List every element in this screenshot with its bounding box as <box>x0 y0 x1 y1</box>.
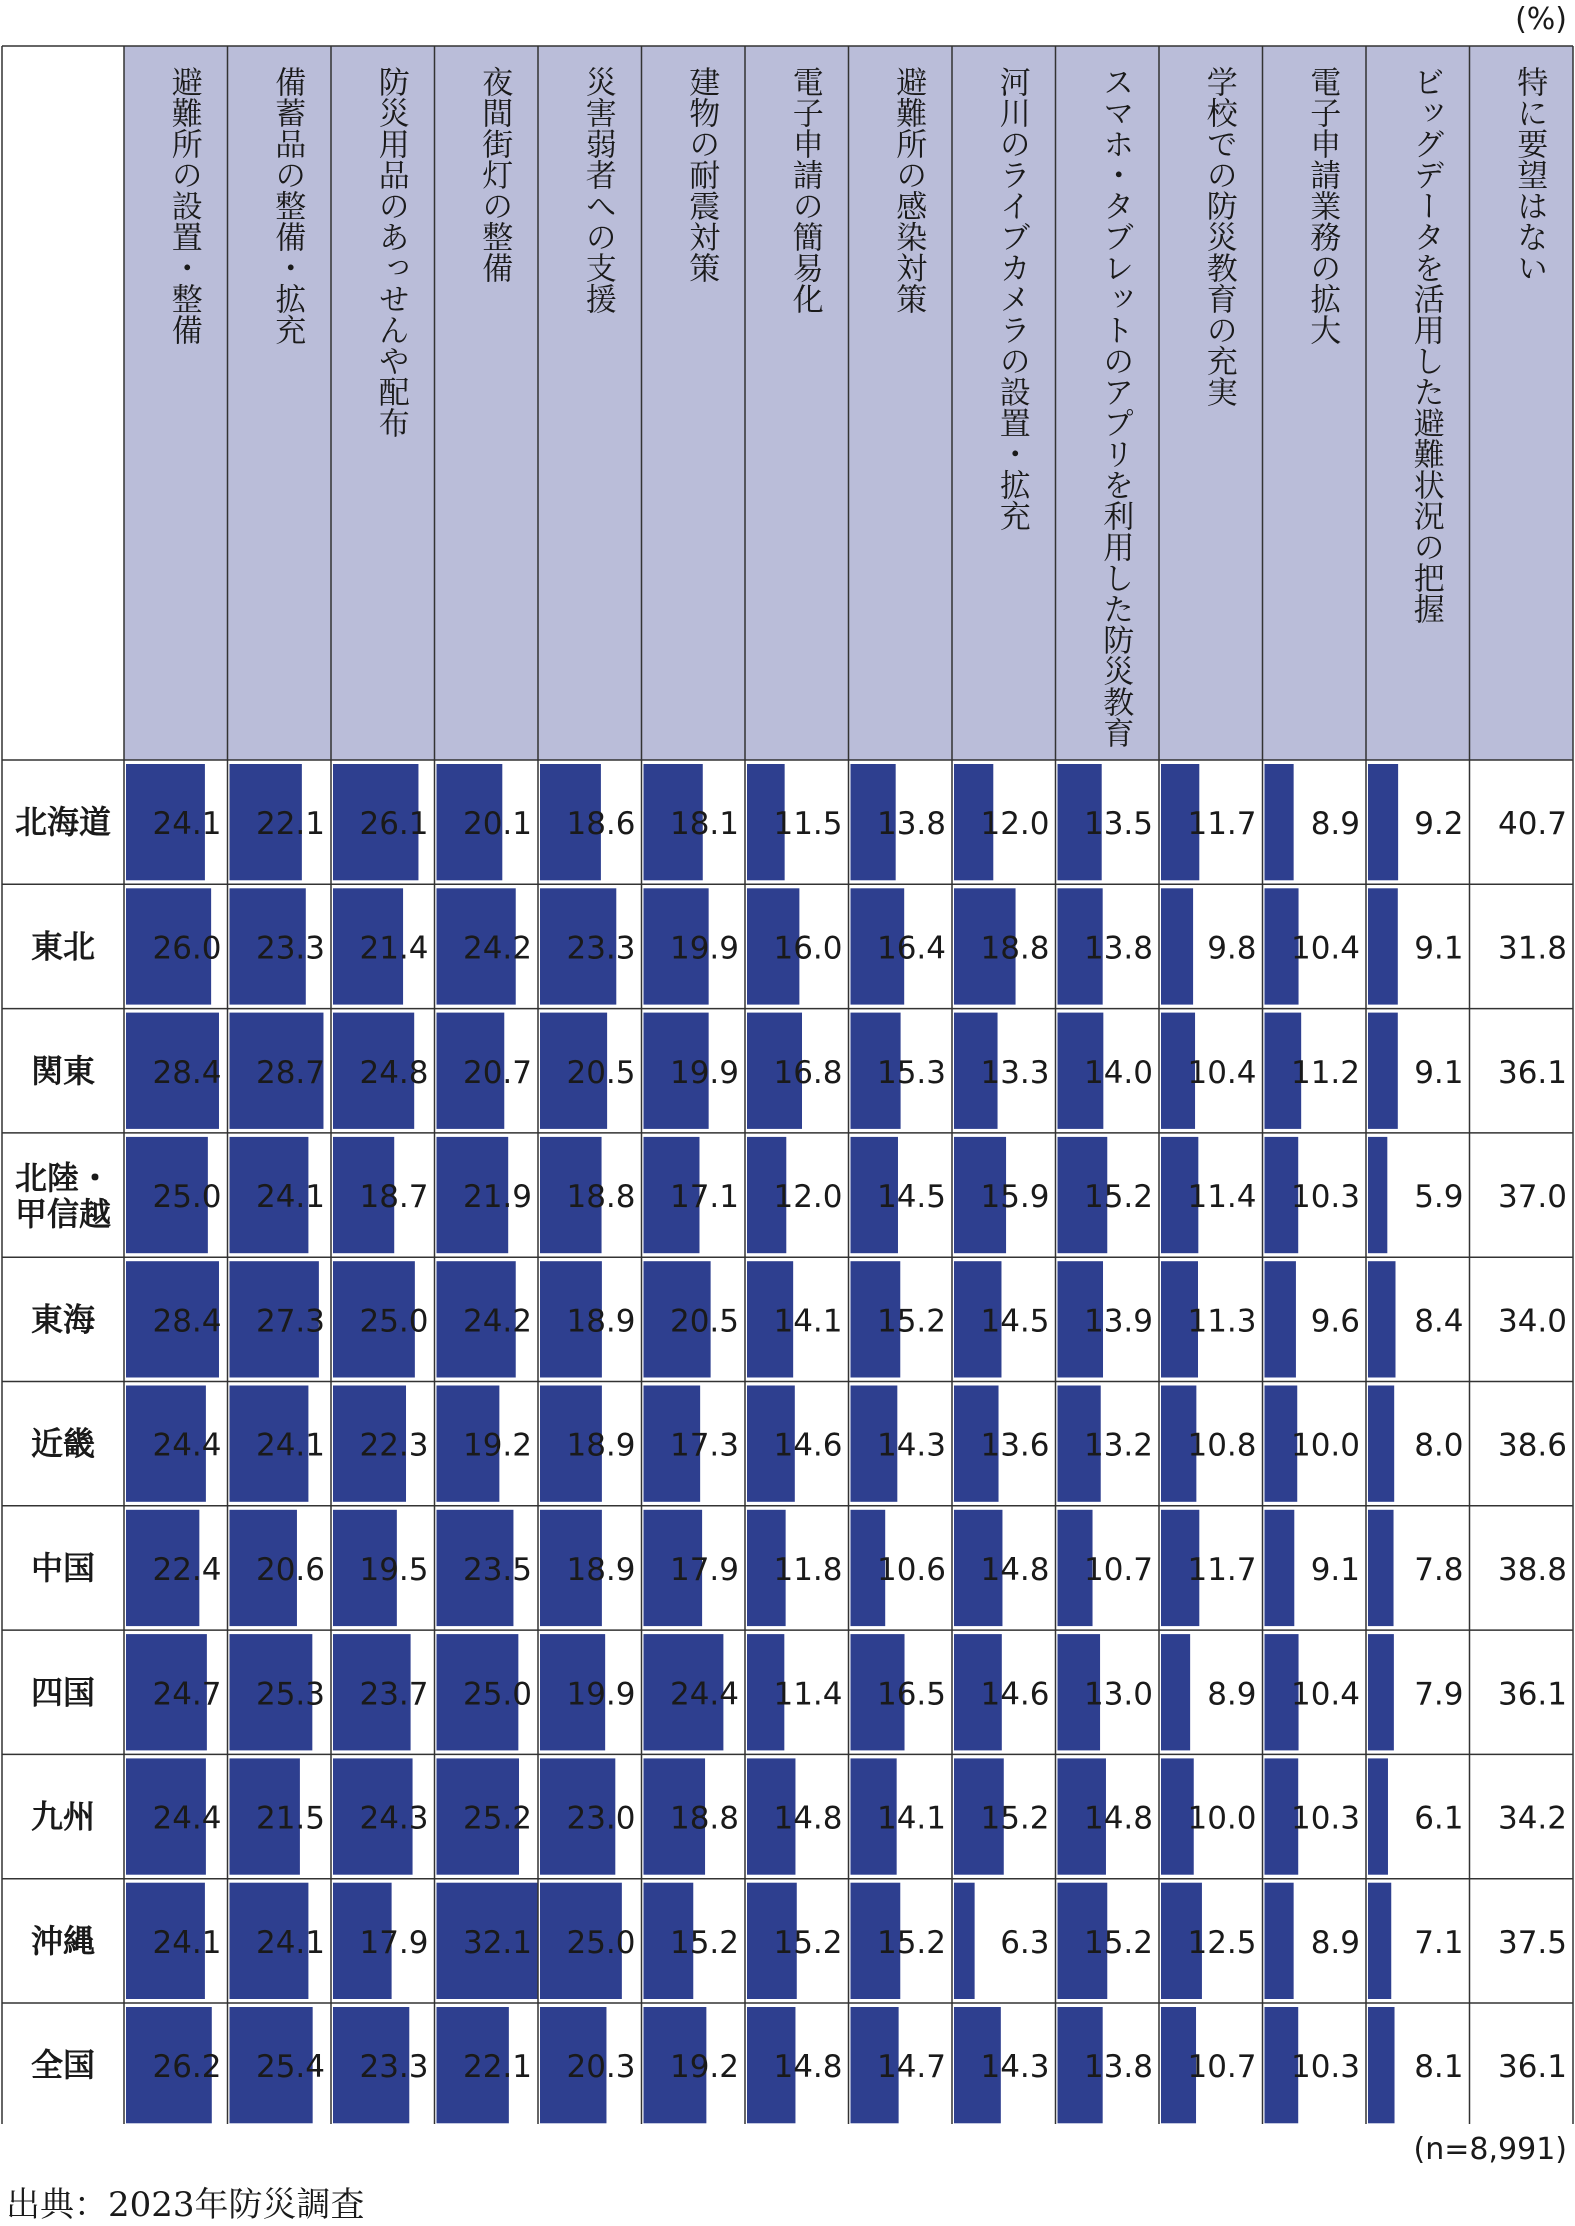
column-header: スマホ・タブレットのアプリを利用した防災教育 <box>1097 66 1134 748</box>
value-bar <box>1161 1634 1190 1750</box>
value-label: 15.2 <box>773 1924 843 1961</box>
value-bar <box>1368 1137 1387 1253</box>
value-label: 16.0 <box>773 930 843 967</box>
value-label: 21.5 <box>255 1800 325 1837</box>
value-label: 34.0 <box>1497 1303 1567 1340</box>
value-label: 15.2 <box>876 1303 946 1340</box>
value-bar <box>1368 2007 1395 2123</box>
value-label: 15.9 <box>980 1179 1050 1216</box>
table-row <box>31 1510 1567 1626</box>
value-label: 20.7 <box>462 1054 532 1091</box>
value-label: 18.9 <box>566 1551 636 1588</box>
value-label: 13.8 <box>1083 2049 1153 2086</box>
value-label: 14.5 <box>876 1179 946 1216</box>
value-label: 24.4 <box>152 1427 222 1464</box>
value-label: 14.6 <box>980 1676 1050 1713</box>
value-bar <box>1265 1883 1294 1999</box>
value-label: 24.4 <box>669 1676 739 1713</box>
value-label: 26.0 <box>152 930 222 967</box>
value-label: 8.1 <box>1414 2049 1464 2086</box>
value-bar <box>1368 764 1398 880</box>
value-label: 26.2 <box>152 2049 222 2086</box>
value-label: 14.7 <box>876 2049 946 2086</box>
value-label: 22.3 <box>359 1427 429 1464</box>
row-label: 北海道 <box>14 803 112 842</box>
value-label: 10.7 <box>1083 1551 1153 1588</box>
value-label: 20.1 <box>462 806 532 843</box>
value-label: 24.1 <box>255 1179 325 1216</box>
value-label: 25.0 <box>359 1303 429 1340</box>
sample-size-label: (n=8,991) <box>1413 2132 1567 2167</box>
value-label: 18.7 <box>359 1179 429 1216</box>
value-label: 12.5 <box>1187 1924 1257 1961</box>
column-header: 防災用品のあっせんや配布 <box>372 66 409 438</box>
column-header: 電子申請の簡易化 <box>786 66 823 314</box>
value-label: 19.9 <box>566 1676 636 1713</box>
value-label: 14.8 <box>1083 1800 1153 1837</box>
value-label: 16.4 <box>876 930 946 967</box>
value-label: 23.5 <box>462 1551 532 1588</box>
value-label: 36.1 <box>1497 1676 1567 1713</box>
value-label: 9.1 <box>1414 1054 1464 1091</box>
value-bar <box>1265 764 1294 880</box>
table-row <box>31 1013 1567 1129</box>
value-label: 23.3 <box>566 930 636 967</box>
table-row <box>31 1261 1567 1377</box>
value-label: 36.1 <box>1497 2049 1567 2086</box>
row-label: 近畿 <box>30 1424 96 1463</box>
value-label: 9.8 <box>1207 930 1257 967</box>
value-label: 23.3 <box>255 930 325 967</box>
value-label: 25.2 <box>462 1800 532 1837</box>
value-label: 10.4 <box>1187 1054 1257 1091</box>
value-label: 16.5 <box>876 1676 946 1713</box>
value-label: 14.0 <box>1083 1054 1153 1091</box>
value-label: 13.9 <box>1083 1303 1153 1340</box>
source-note: 出典：2023年防災調査 <box>6 2185 365 2225</box>
value-bar <box>1368 1883 1391 1999</box>
value-label: 31.8 <box>1497 930 1567 967</box>
value-label: 13.2 <box>1083 1427 1153 1464</box>
value-label: 15.2 <box>980 1800 1050 1837</box>
value-label: 13.8 <box>1083 930 1153 967</box>
value-label: 6.1 <box>1414 1800 1464 1837</box>
row-label: 東北 <box>30 927 96 966</box>
value-label: 13.5 <box>1083 806 1153 843</box>
value-label: 20.5 <box>566 1054 636 1091</box>
value-label: 37.5 <box>1497 1924 1567 1961</box>
value-label: 13.6 <box>980 1427 1050 1464</box>
value-label: 9.6 <box>1310 1303 1360 1340</box>
table-row <box>15 1137 1567 1253</box>
column-header: 災害弱者への支援 <box>579 66 616 314</box>
value-label: 19.9 <box>669 1054 739 1091</box>
row-label: 九州 <box>30 1797 96 1836</box>
value-bar <box>1368 1758 1388 1874</box>
value-label: 17.9 <box>359 1924 429 1961</box>
value-label: 10.8 <box>1187 1427 1257 1464</box>
value-label: 19.2 <box>669 2049 739 2086</box>
row-label: 東海 <box>30 1300 96 1339</box>
value-label: 7.9 <box>1414 1676 1464 1713</box>
value-label: 25.4 <box>255 2049 325 2086</box>
value-label: 15.3 <box>876 1054 946 1091</box>
value-label: 24.7 <box>152 1676 222 1713</box>
value-label: 28.4 <box>152 1054 222 1091</box>
value-label: 7.8 <box>1414 1551 1464 1588</box>
value-label: 22.1 <box>255 806 325 843</box>
column-header: 特に要望はない <box>1511 66 1548 283</box>
table-row <box>15 764 1567 880</box>
value-label: 8.9 <box>1310 1924 1360 1961</box>
value-label: 23.3 <box>359 2049 429 2086</box>
column-header: 電子申請業務の拡大 <box>1304 66 1341 345</box>
column-header: 河川のライブカメラの設置・拡充 <box>993 66 1030 531</box>
value-label: 24.1 <box>255 1427 325 1464</box>
value-label: 17.9 <box>669 1551 739 1588</box>
value-label: 10.3 <box>1290 1800 1360 1837</box>
column-header: 避難所の設置・整備 <box>165 66 202 345</box>
value-label: 15.2 <box>1083 1179 1153 1216</box>
value-label: 20.3 <box>566 2049 636 2086</box>
value-label: 11.2 <box>1290 1054 1360 1091</box>
column-header: 備蓄品の整備・拡充 <box>269 66 306 345</box>
value-label: 20.6 <box>255 1551 325 1588</box>
value-label: 24.1 <box>152 806 222 843</box>
value-label: 12.0 <box>980 806 1050 843</box>
value-label: 18.9 <box>566 1427 636 1464</box>
value-label: 13.8 <box>876 806 946 843</box>
table-row <box>31 1634 1567 1750</box>
value-label: 11.4 <box>773 1676 843 1713</box>
value-label: 14.5 <box>980 1303 1050 1340</box>
value-label: 17.1 <box>669 1179 739 1216</box>
value-label: 18.8 <box>669 1800 739 1837</box>
value-label: 14.1 <box>773 1303 843 1340</box>
value-label: 24.4 <box>152 1800 222 1837</box>
value-label: 10.4 <box>1290 930 1360 967</box>
value-label: 23.0 <box>566 1800 636 1837</box>
value-label: 24.8 <box>359 1054 429 1091</box>
value-label: 17.3 <box>669 1427 739 1464</box>
value-label: 23.7 <box>359 1676 429 1713</box>
value-label: 11.7 <box>1187 1551 1257 1588</box>
value-label: 13.3 <box>980 1054 1050 1091</box>
value-label: 9.1 <box>1310 1551 1360 1588</box>
value-label: 24.3 <box>359 1800 429 1837</box>
value-label: 14.8 <box>773 2049 843 2086</box>
value-label: 11.7 <box>1187 806 1257 843</box>
value-bar <box>1265 1510 1295 1626</box>
column-header: 夜間街灯の整備 <box>476 66 513 283</box>
value-label: 18.6 <box>566 806 636 843</box>
value-label: 8.4 <box>1414 1303 1464 1340</box>
value-label: 10.3 <box>1290 1179 1360 1216</box>
value-label: 19.5 <box>359 1551 429 1588</box>
value-bar <box>1368 888 1398 1004</box>
value-label: 24.2 <box>462 930 532 967</box>
table-row <box>31 1758 1567 1874</box>
table-row <box>31 1386 1567 1502</box>
value-label: 21.9 <box>462 1179 532 1216</box>
value-label: 25.0 <box>462 1676 532 1713</box>
value-label: 26.1 <box>359 806 429 843</box>
value-label: 14.8 <box>980 1551 1050 1588</box>
value-label: 7.1 <box>1414 1924 1464 1961</box>
value-label: 11.5 <box>773 806 843 843</box>
row-label: 北陸・甲信越 <box>14 1159 112 1234</box>
unit-label: (%) <box>1515 2 1567 37</box>
value-label: 10.7 <box>1187 2049 1257 2086</box>
value-label: 9.1 <box>1414 930 1464 967</box>
row-label: 四国 <box>30 1673 96 1712</box>
value-label: 8.0 <box>1414 1427 1464 1464</box>
value-bar <box>1368 1634 1394 1750</box>
value-bar <box>1368 1386 1394 1502</box>
column-header: 避難所の感染対策 <box>890 66 927 314</box>
value-label: 22.4 <box>152 1551 222 1588</box>
value-label: 10.0 <box>1187 1800 1257 1837</box>
value-label: 10.6 <box>876 1551 946 1588</box>
row-label: 沖縄 <box>30 1921 96 1960</box>
value-label: 15.2 <box>876 1924 946 1961</box>
value-label: 20.5 <box>669 1303 739 1340</box>
value-label: 24.1 <box>255 1924 325 1961</box>
value-bar <box>954 1883 975 1999</box>
value-label: 11.8 <box>773 1551 843 1588</box>
value-label: 25.0 <box>566 1924 636 1961</box>
value-label: 19.9 <box>669 930 739 967</box>
value-label: 25.0 <box>152 1179 222 1216</box>
table-row <box>31 1883 1567 1999</box>
value-label: 9.2 <box>1414 806 1464 843</box>
value-label: 10.4 <box>1290 1676 1360 1713</box>
row-label: 全国 <box>30 2046 96 2085</box>
value-label: 25.3 <box>255 1676 325 1713</box>
column-header: 建物の耐震対策 <box>683 66 720 283</box>
value-label: 10.0 <box>1290 1427 1360 1464</box>
value-label: 8.9 <box>1310 806 1360 843</box>
row-label: 中国 <box>30 1548 96 1587</box>
value-label: 19.2 <box>462 1427 532 1464</box>
value-label: 36.1 <box>1497 1054 1567 1091</box>
value-bar <box>1368 1013 1398 1129</box>
value-label: 6.3 <box>1000 1924 1050 1961</box>
value-label: 5.9 <box>1414 1179 1464 1216</box>
value-label: 11.3 <box>1187 1303 1257 1340</box>
regional-table-chart <box>0 44 1575 2124</box>
value-label: 14.3 <box>876 1427 946 1464</box>
value-label: 38.6 <box>1497 1427 1567 1464</box>
value-label: 16.8 <box>773 1054 843 1091</box>
value-label: 14.3 <box>980 2049 1050 2086</box>
value-label: 15.2 <box>669 1924 739 1961</box>
column-header: ビッグデータを活用した避難状況の把握 <box>1407 66 1444 624</box>
table-row <box>31 888 1567 1004</box>
value-bar <box>1368 1261 1396 1377</box>
value-label: 27.3 <box>255 1303 325 1340</box>
value-label: 18.8 <box>980 930 1050 967</box>
value-label: 24.1 <box>152 1924 222 1961</box>
value-label: 14.8 <box>773 1800 843 1837</box>
value-label: 15.2 <box>1083 1924 1153 1961</box>
value-label: 13.0 <box>1083 1676 1153 1713</box>
value-bar <box>1161 888 1193 1004</box>
value-bar <box>1265 1261 1296 1377</box>
value-label: 34.2 <box>1497 1800 1567 1837</box>
value-label: 14.1 <box>876 1800 946 1837</box>
row-label: 関東 <box>30 1051 96 1090</box>
value-label: 10.3 <box>1290 2049 1360 2086</box>
value-label: 18.9 <box>566 1303 636 1340</box>
value-label: 22.1 <box>462 2049 532 2086</box>
value-label: 28.4 <box>152 1303 222 1340</box>
value-label: 18.1 <box>669 806 739 843</box>
value-label: 8.9 <box>1207 1676 1257 1713</box>
value-label: 32.1 <box>462 1924 532 1961</box>
value-label: 14.6 <box>773 1427 843 1464</box>
value-label: 18.8 <box>566 1179 636 1216</box>
value-bar <box>1368 1510 1394 1626</box>
value-label: 21.4 <box>359 930 429 967</box>
value-label: 28.7 <box>255 1054 325 1091</box>
value-label: 11.4 <box>1187 1179 1257 1216</box>
value-label: 38.8 <box>1497 1551 1567 1588</box>
value-label: 37.0 <box>1497 1179 1567 1216</box>
value-label: 24.2 <box>462 1303 532 1340</box>
column-header: 学校での防災教育の充実 <box>1200 66 1237 407</box>
value-label: 40.7 <box>1497 806 1567 843</box>
table-row <box>31 2007 1567 2123</box>
value-label: 12.0 <box>773 1179 843 1216</box>
